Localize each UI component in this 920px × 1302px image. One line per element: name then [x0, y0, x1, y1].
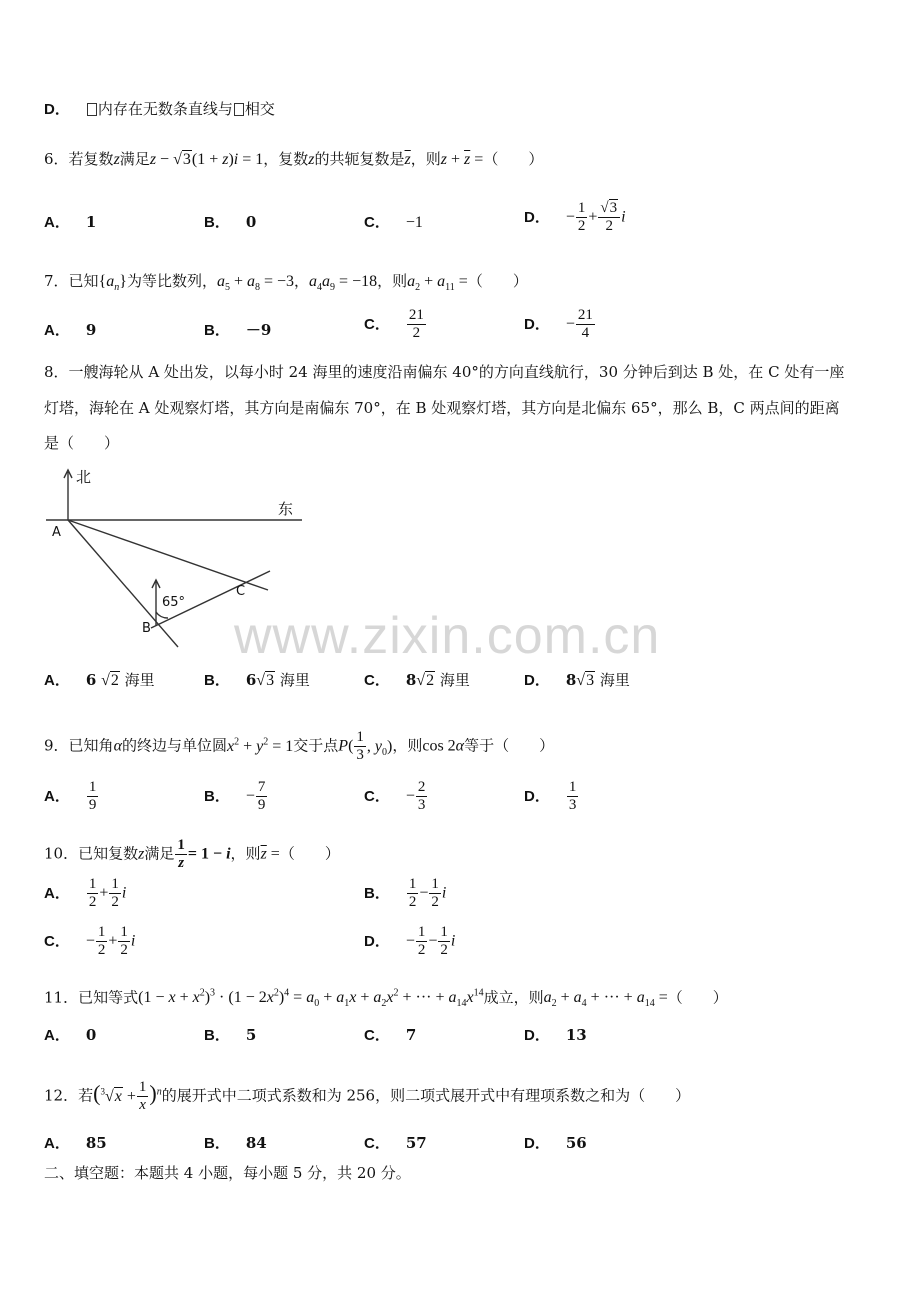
option-letter: C．	[364, 787, 390, 805]
stem-text: ，则	[410, 150, 441, 168]
stem-text: 为等比数列，	[126, 272, 217, 290]
q10-option-a: A． $\frac{1}{2}$ + $\frac{1}{2}$ i	[44, 876, 127, 910]
question-11-stem	[44, 984, 728, 1015]
stem-text: 的共轭复数是	[314, 150, 405, 168]
math-z: z	[113, 151, 120, 168]
math-cuberoot: $^3$√x +	[100, 1086, 136, 1105]
q8-option-b: B． 6√3 海里	[204, 671, 310, 689]
math-exponent: n	[156, 1086, 162, 1098]
stem-text: 已知复数	[78, 844, 139, 863]
question-8-stem-line-2	[44, 398, 840, 418]
q11-option-c	[364, 1025, 416, 1046]
stem-text: 的展开式中二项式系数和为 256，则二项式展开式中有理项系数之和为（ ）	[161, 1086, 691, 1105]
question-number: 6．	[44, 150, 69, 168]
option-coef: 8	[405, 671, 417, 689]
math-condition: z − √3(1 + z)i = 1	[149, 151, 264, 168]
q8-option-a: A． 6 √2 海里	[44, 671, 155, 689]
stem-text: （ ）	[483, 150, 544, 168]
option-letter: D．	[524, 672, 550, 689]
option-letter: D．	[44, 101, 70, 118]
question-9-stem: 9．已知角α的终边与单位圆$x^2 + y^2 = 1$交于点P( $\frac{1}{3}$ , $y_0$)，则cos 2α等于（ ）	[44, 729, 555, 763]
q9-option-a	[44, 779, 99, 814]
option-value: 0	[85, 1026, 97, 1044]
stem-text: 满足	[119, 150, 150, 168]
q5-option-d	[44, 99, 275, 120]
angle-arc	[156, 612, 168, 618]
option-value: 13	[565, 1026, 587, 1044]
q11-option-d	[524, 1025, 587, 1046]
stem-text: ，则	[230, 844, 261, 863]
option-letter: C．	[44, 932, 70, 950]
question-12-stem	[44, 1079, 690, 1114]
stem-text: 一艘海轮从 A 处出发，以每小时 24 海里的速度沿南偏东 40°的方向直线航行，30 分钟后到达 B 处，在 C 处有一座	[68, 363, 845, 381]
option-unit: 海里	[279, 671, 310, 689]
stem-text: 是（ ）	[44, 434, 120, 452]
stem-text: （ ）	[467, 272, 528, 290]
option-value: 9	[85, 321, 97, 339]
stem-text: 的终边与单位圆	[121, 736, 227, 755]
missing-glyph-box	[234, 103, 244, 116]
option-coef: 6	[85, 671, 97, 689]
option-letter: D．	[524, 787, 550, 805]
fraction: $\frac{1}{z}$	[177, 837, 185, 871]
stem-text: 已知	[68, 272, 99, 290]
fraction: $\frac{1}{x}$	[138, 1079, 147, 1113]
question-6-stem	[44, 149, 543, 170]
option-letter: A．	[44, 322, 70, 339]
q6-option-c	[364, 212, 423, 233]
option-coef: 6	[245, 671, 257, 689]
option-letter: A．	[44, 1135, 70, 1152]
option-letter: C．	[364, 315, 390, 333]
option-coef: 8	[565, 671, 577, 689]
question-10-stem	[44, 837, 340, 872]
math-alpha: α	[113, 737, 122, 755]
q7-option-b	[204, 320, 271, 341]
option-value: 5	[245, 1026, 257, 1044]
math-z: z	[308, 151, 315, 168]
math-expression: $a_2 + a_{11}$ =	[407, 273, 468, 294]
option-unit: 海里	[599, 671, 630, 689]
section-heading: 二、填空题：本题共 4 小题，每小题 5 分，共 20 分。	[44, 1164, 411, 1182]
math-expression: $a_2 + a_4$ + ··· + $a_{14}$ =	[543, 989, 668, 1010]
q7-option-c	[364, 307, 427, 342]
stem-text: 交于点	[293, 736, 339, 755]
stem-text: 等于（ ）	[464, 736, 555, 755]
option-letter: A．	[44, 884, 70, 902]
option-value: 1	[85, 213, 97, 231]
east-label: 东	[278, 500, 294, 518]
math-condition: $a_5 + a_8 = -3$	[216, 273, 295, 294]
q11-option-a	[44, 1025, 96, 1046]
watermark: www.zixin.com.cn	[234, 607, 661, 665]
question-7-stem	[44, 271, 528, 298]
stem-text: ，则	[377, 272, 408, 290]
q10-option-c: C． − $\frac{1}{2}$ + $\frac{1}{2}$ i	[44, 924, 136, 958]
question-number: 12．	[44, 1086, 79, 1105]
stem-text: 成立，则	[483, 988, 544, 1007]
math-paren: )	[149, 1080, 157, 1106]
q11-option-b	[204, 1025, 256, 1046]
option-radicand: 3	[266, 672, 275, 689]
q6-option-b	[204, 212, 256, 233]
option-radicand: 3	[586, 672, 595, 689]
q9-option-d	[524, 779, 579, 814]
fraction: $\frac{21}{2}$	[408, 307, 424, 341]
q10-option-b: B． $\frac{1}{2}$ − $\frac{1}{2}$ i	[364, 876, 447, 910]
q12-option-a	[44, 1133, 107, 1154]
math-identity: $(1 - x + x^2)^3 \cdot (1 - 2x^2)^4 = a_0 + a_1x + a_2x^2$ + ··· + $a_{14}x^{14}$	[138, 988, 484, 1010]
option-value: −1	[405, 214, 423, 231]
option-letter: C．	[364, 672, 390, 689]
fraction: $\frac{1}{3}$	[356, 729, 364, 763]
stem-text: ，则	[392, 736, 423, 755]
option-letter: D．	[364, 932, 390, 950]
point-b-label: B	[142, 621, 151, 636]
stem-text: 若	[78, 1086, 94, 1105]
stem-text: 已知等式	[78, 988, 139, 1007]
q12-option-d	[524, 1133, 587, 1154]
option-radicand: 2	[426, 672, 435, 689]
option-value: 84	[245, 1134, 267, 1152]
q6-option-a	[44, 212, 96, 233]
option-value: 7	[405, 1026, 417, 1044]
option-letter: B．	[204, 1135, 230, 1152]
math-point: P(	[338, 737, 354, 755]
question-number: 11．	[44, 988, 79, 1007]
q12-option-c	[364, 1133, 427, 1154]
option-letter: A．	[44, 787, 70, 805]
option-value: －9	[245, 321, 272, 339]
option-value: 56	[565, 1134, 587, 1152]
stem-text: （ ）	[279, 844, 340, 863]
stem-text: 灯塔，海轮在 A 处观察灯塔，其方向是南偏东 70°，在 B 处观察灯塔，其方向是北偏东 65°，那么 B，C 两点间的距离	[44, 399, 840, 417]
q7-option-a	[44, 320, 96, 341]
stem-text: 满足	[144, 844, 175, 863]
q8-option-c: C． 8√2 海里	[364, 671, 470, 689]
math-condition: $a_4a_9 = -18$	[309, 273, 378, 294]
missing-glyph-box	[87, 103, 97, 116]
math-condition: = 1 − i	[187, 845, 231, 863]
option-letter: A．	[44, 214, 70, 231]
option-letter: C．	[364, 1135, 390, 1152]
question-number: 7．	[44, 272, 69, 290]
option-letter: B．	[204, 672, 230, 689]
option-text: 内存在无数条直线与	[97, 100, 233, 118]
option-letter: A．	[44, 672, 70, 689]
fraction: $\frac{2}{3}$	[417, 779, 426, 813]
option-value: 85	[85, 1134, 107, 1152]
math-sequence: $\{a_n\}$	[98, 273, 127, 294]
question-8-stem-line-1	[44, 362, 844, 382]
question-number: 10．	[44, 844, 79, 863]
math-expression: cos 2α	[422, 737, 465, 755]
q12-option-b	[204, 1133, 267, 1154]
option-letter: A．	[44, 1027, 70, 1044]
q7-option-d: D． − $\frac{21}{4}$	[524, 307, 593, 341]
option-text: 相交	[244, 100, 275, 118]
option-unit: 海里	[439, 671, 470, 689]
option-value: 57	[405, 1134, 427, 1152]
option-letter: C．	[364, 1027, 390, 1044]
stem-text: ，	[294, 272, 310, 290]
stem-text: 已知角	[68, 736, 114, 755]
math-zbar: $\overline{z}$	[404, 151, 411, 168]
option-unit: 海里	[124, 671, 155, 689]
math-expression: $z + \overline{z}$ =	[440, 151, 484, 168]
math-z: z	[138, 845, 145, 863]
question-number: 8．	[44, 363, 69, 381]
fraction: $\frac{7}{9}$	[257, 779, 266, 813]
math-expression: $\overline{z}$ =	[260, 845, 280, 863]
q10-option-d: D． − $\frac{1}{2}$ − $\frac{1}{2}$ i	[364, 924, 456, 958]
fraction: $\frac{1}{9}$	[88, 779, 97, 813]
option-letter: D．	[524, 1135, 550, 1152]
math-paren: (	[93, 1080, 101, 1106]
stem-text: （ ）	[667, 988, 728, 1007]
stem-text: 若复数	[68, 150, 114, 168]
option-letter: B．	[204, 322, 230, 339]
option-letter: C．	[364, 214, 390, 231]
option-letter: B．	[204, 214, 230, 231]
option-letter: B．	[204, 787, 230, 805]
q9-option-b: B． − $\frac{7}{9}$	[204, 779, 266, 813]
stem-text: ，复数	[263, 150, 309, 168]
north-label: 北	[76, 468, 92, 486]
fraction: $\frac{1}{2}$	[577, 200, 586, 234]
option-letter: B．	[364, 884, 390, 902]
fraction: $\frac{√3}{2}$	[598, 200, 620, 235]
math-circle: $x^2 + y^2 = 1$	[226, 736, 294, 755]
q6-option-d: D． − $\frac{1}{2}$ + $\frac{√3}{2}$ i	[524, 200, 626, 234]
option-letter: B．	[204, 1027, 230, 1044]
option-letter: D．	[524, 315, 550, 333]
q9-option-c: C． − $\frac{2}{3}$	[364, 779, 426, 813]
question-number: 9．	[44, 736, 69, 755]
option-letter: D．	[524, 1027, 550, 1044]
option-value: 0	[245, 213, 257, 231]
point-c-label: C	[236, 584, 246, 599]
fraction: $\frac{21}{4}$	[577, 307, 593, 341]
q8-option-d: D． 8√3 海里	[524, 671, 630, 689]
option-letter: D．	[524, 208, 550, 226]
option-radicand: 2	[110, 672, 119, 689]
fraction: $\frac{1}{3}$	[568, 779, 577, 813]
angle-label: 65°	[162, 595, 186, 610]
question-8-stem-line-3	[44, 433, 119, 453]
point-a-label: A	[52, 525, 61, 540]
